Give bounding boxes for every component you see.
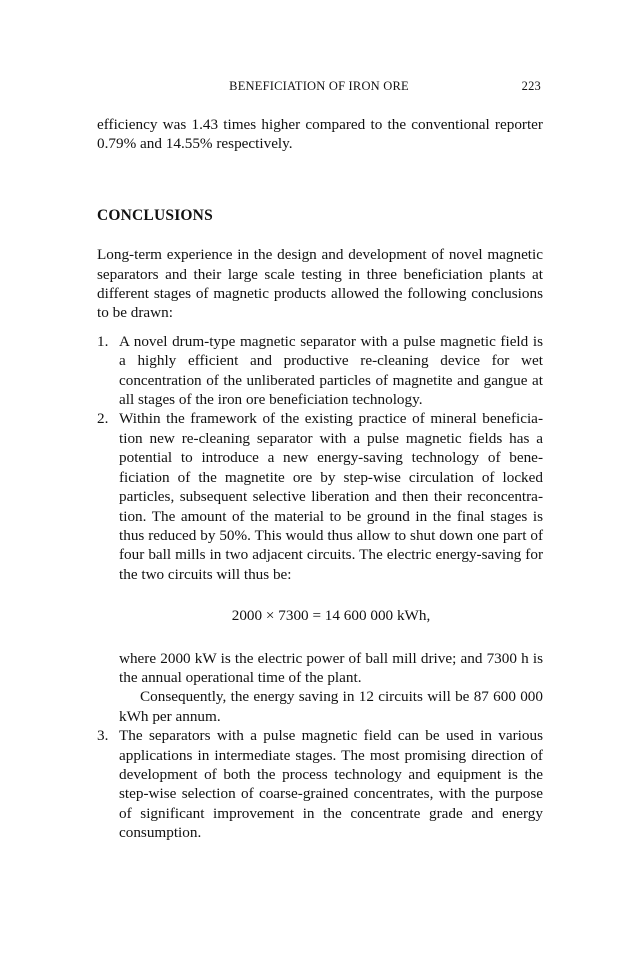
list-item-text: The separators with a pulse magnetic field can be used in various applications in intermediate stages. The most promising direction of development of both the process technology and equipment is the step-wise selection of coarse-grained concentrates, with the purpose of significant improvement in the concentrate grade and energy consumption. [119, 727, 543, 842]
list-item [97, 726, 543, 842]
running-header [97, 79, 541, 99]
running-title: BENEFICIATION OF IRON ORE [229, 79, 409, 93]
list-item-number: 2. [97, 410, 109, 428]
energy-saving-statement: Consequently, the energy saving in 12 circuits will be 87 600 000 kWh per annum. [119, 688, 543, 725]
list-item-text: A novel drum-type magnetic separator with a pulse magnetic field is a highly efficient and productive re-cleaning device for wet concentration of the unliberated particles of magnetite and gangue at all stages of the iron ore beneficiation technology. [119, 332, 543, 409]
page-body [97, 115, 543, 843]
list-item-number: 3. [97, 727, 109, 745]
section-heading: CONCLUSIONS [97, 206, 213, 224]
list-item [97, 332, 543, 410]
list-item [97, 409, 543, 726]
conclusions-list [97, 332, 543, 843]
list-item-text: Within the framework of the existing practice of mineral beneficiation new re-cleaning separator with a pulse magnetic fields has a potential to introduce a new energy-saving technology of beneficiation of the magnetite ore by step-wise circulation of locked particles, subsequent selective liberation and then their reconcentration. The amount of the material to be ground in the final stages is thus reduced by 50%. This would thus allow to shut down one part of four ball mills in two adjacent circuits. The electric energy-saving for the two circuits will thus be: [119, 410, 543, 583]
intro-paragraph: Long-term experience in the design and development of novel magnetic separators and their large scale testing in three beneficiation plants at different stages of magnetic products allowed the following conclusions to be drawn: [97, 246, 543, 322]
list-item-number: 1. [97, 332, 109, 350]
page-number: 223 [521, 79, 541, 93]
continuation-paragraph: efficiency was 1.43 times higher compared to the conventional reporter 0.79% and 14.55% respectively. [97, 116, 543, 153]
equation-explanation: where 2000 kW is the electric power of ball mill drive; and 7300 h is the annual operational time of the plant. [119, 649, 543, 686]
energy-equation: 2000 × 7300 = 14 600 000 kWh, [231, 607, 431, 625]
